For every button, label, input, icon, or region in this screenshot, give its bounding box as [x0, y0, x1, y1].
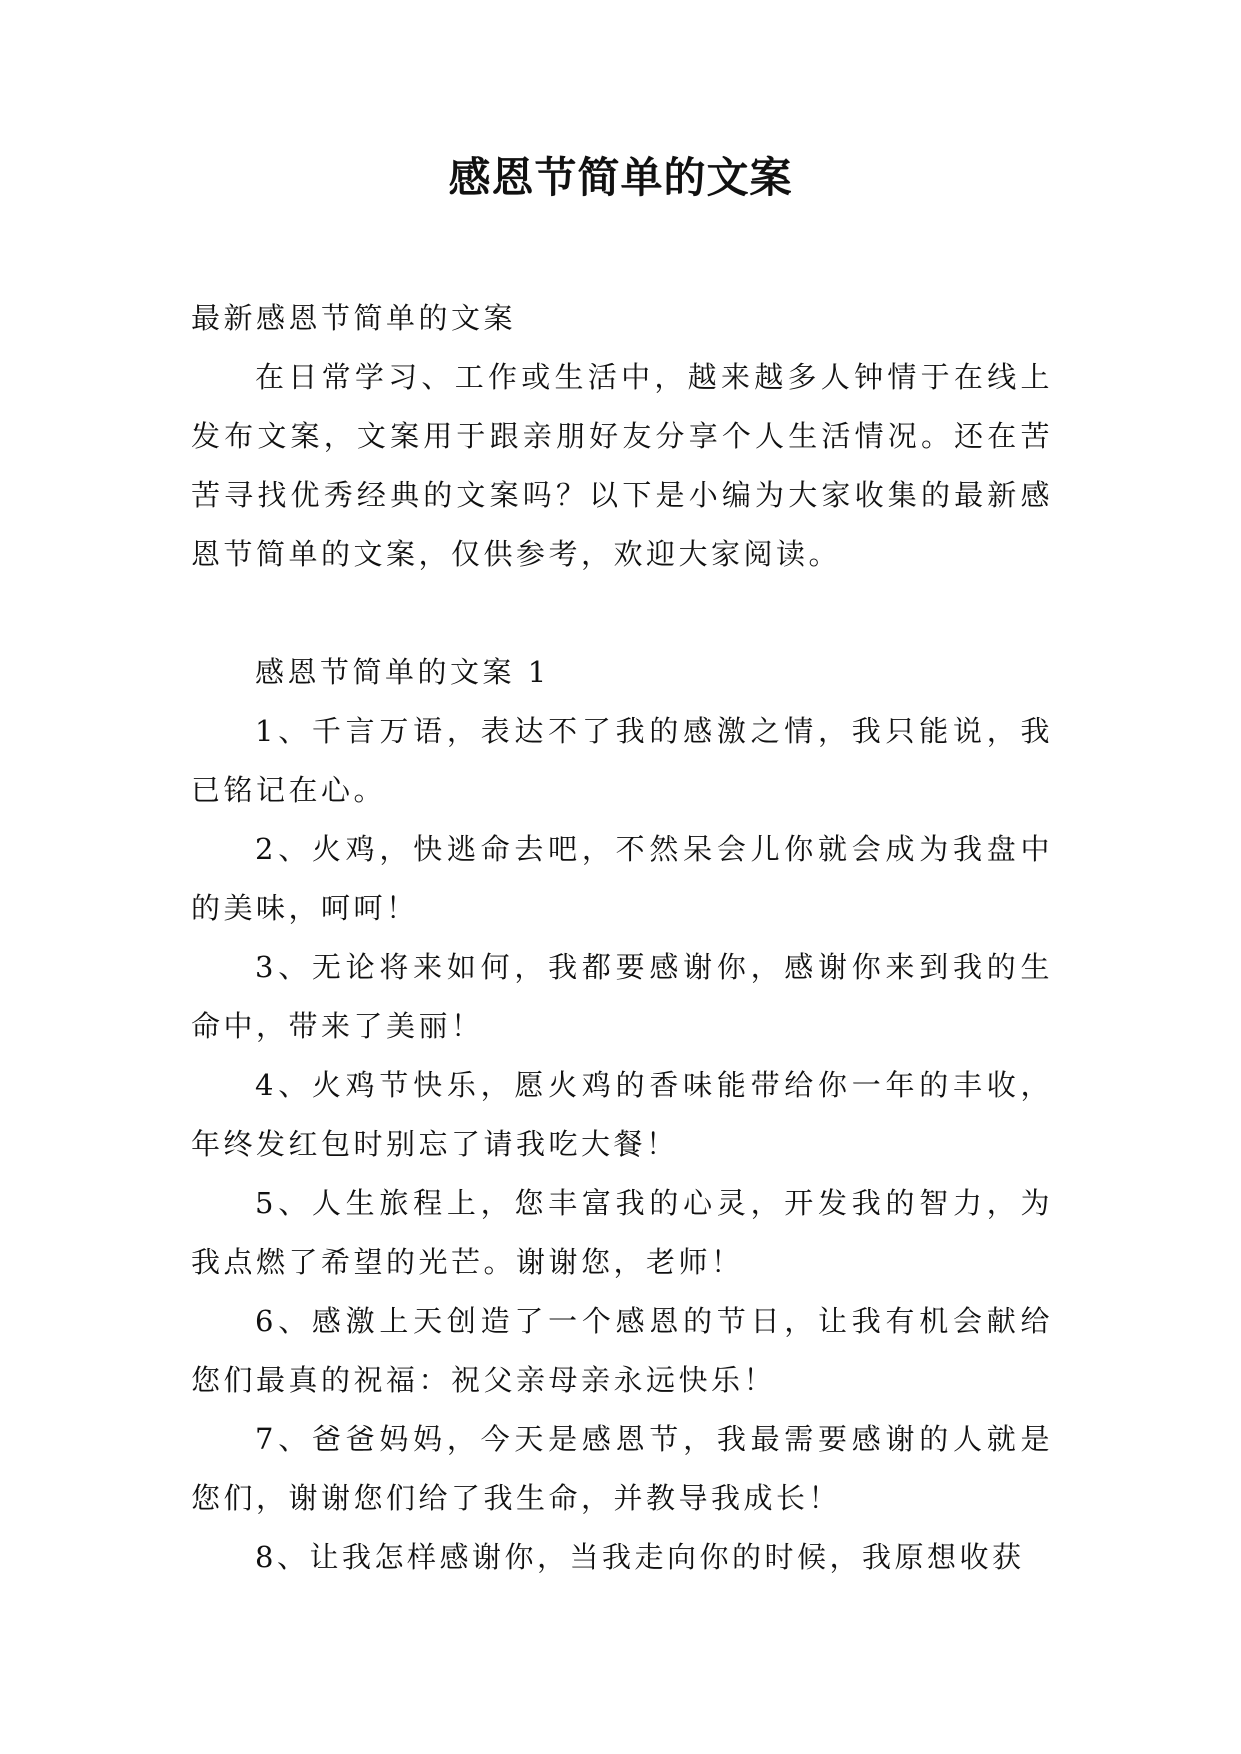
- section-heading: 感恩节简单的文案 1: [255, 655, 550, 689]
- list-item: 7、爸爸妈妈，今天是感恩节，我最需要感谢的人就是您们，谢谢您们给了我生命，并教导我成长！: [191, 1422, 1053, 1515]
- list-item: 4、火鸡节快乐，愿火鸡的香味能带给你一年的丰收，年终发红包时别忘了请我吃大餐！: [191, 1068, 1053, 1161]
- document-title: 感恩节简单的文案: [448, 153, 793, 202]
- document-body: [191, 289, 1053, 1587]
- list-item: 6、感激上天创造了一个感恩的节日，让我有机会献给您们最真的祝福：祝父亲母亲永远快乐！: [191, 1304, 1053, 1397]
- list-item: 2、火鸡，快逃命去吧，不然呆会儿你就会成为我盘中的美味，呵呵！: [191, 832, 1053, 925]
- list-item: 1、千言万语，表达不了我的感激之情，我只能说，我已铭记在心。: [191, 714, 1053, 807]
- document-subtitle: 最新感恩节简单的文案: [191, 301, 517, 335]
- list-item: 3、无论将来如何，我都要感谢你，感谢你来到我的生命中，带来了美丽！: [191, 950, 1053, 1043]
- intro-paragraph: 在日常学习、工作或生活中，越来越多人钟情于在线上发布文案，文案用于跟亲朋好友分享个人生活情况。还在苦苦寻找优秀经典的文案吗？以下是小编为大家收集的最新感恩节简单的文案，仅供参考，欢迎大家阅读。: [191, 360, 1053, 571]
- paragraph-spacer: [191, 584, 1053, 643]
- list-item: 5、人生旅程上，您丰富我的心灵，开发我的智力，为我点燃了希望的光芒。谢谢您，老师！: [191, 1186, 1053, 1279]
- list-item: 8、让我怎样感谢你，当我走向你的时候，我原想收获: [255, 1540, 1025, 1574]
